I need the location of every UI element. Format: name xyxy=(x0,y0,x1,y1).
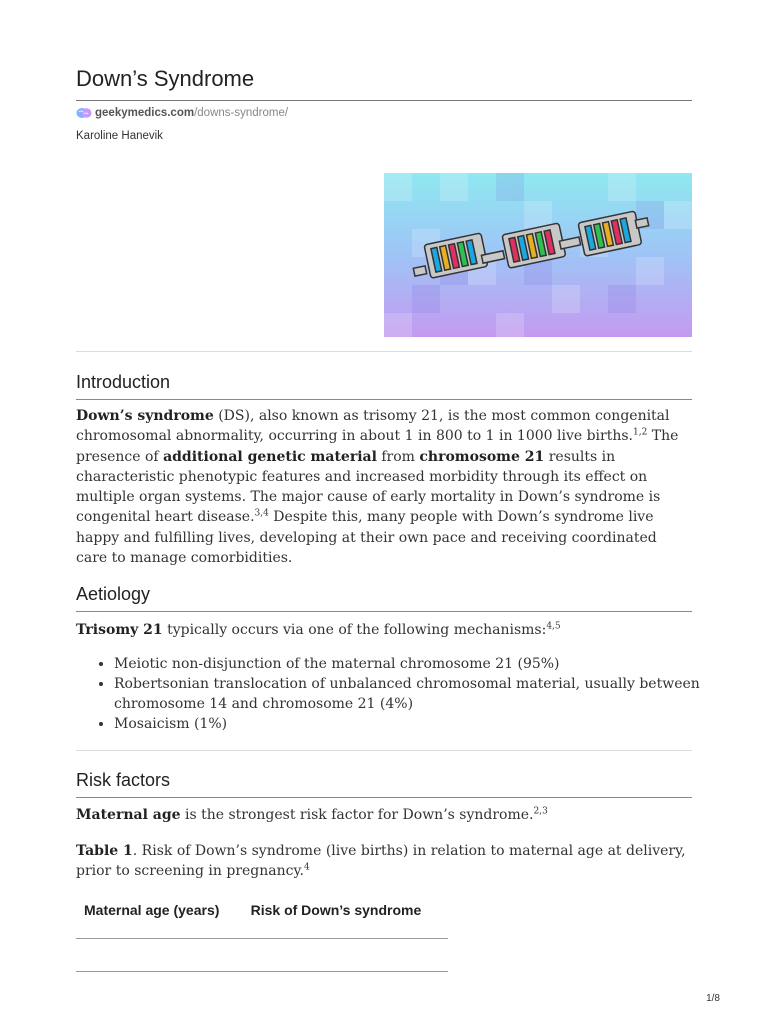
table-header-risk: Risk of Down’s syndrome xyxy=(243,896,448,939)
list-item: • Mosaicism (1%) xyxy=(114,714,714,734)
aetiology-paragraph: Trisomy 21 typically occurs via one of the following mechanisms:$^{4,5}$ xyxy=(76,621,561,638)
list-item: • Meiotic non-disjunction of the maternal chromosome 21 (95%) xyxy=(114,654,714,674)
risk-table xyxy=(76,896,448,972)
intro-paragraph: Down’s syndrome (DS), also known as trisomy 21, is the most common congenital chromosomal abnormality, occurring in about 1 in 800 to 1 in 1000 live births.$^{1,2}$ The presence of additional genetic material from chromosome 21 results in characteristic phenotypic features and increased morbidity through its effect on multiple organ systems. The major cause of early mortality in Down’s syndrome is congenital heart disease.$^{3,4}$ Despite this, many people with Down’s syndrome live happy and fulfilling lives, developing at their own pace and receiving coordinated care to manage comorbidities. xyxy=(76,408,679,567)
divider xyxy=(76,750,692,751)
author-name: Karoline Hanevik xyxy=(76,130,163,142)
source-link[interactable] xyxy=(76,107,288,119)
heading-introduction: Introduction xyxy=(76,372,692,400)
table-header-maternal-age: Maternal age (years) xyxy=(76,896,243,939)
list-item: • Robertsonian translocation of unbalanced chromosomal material, usually between chromosome 14 and chromosome 21 (4%) xyxy=(114,674,714,714)
table-caption: Table 1. Risk of Down’s syndrome (live births) in relation to maternal age at delivery, prior to screening in pregnancy.$^4$ xyxy=(76,843,686,880)
source-domain[interactable]: geekymedics.com xyxy=(95,107,195,119)
risk-paragraph: Maternal age is the strongest risk factor for Down’s syndrome.$^{2,3}$ xyxy=(76,806,548,823)
heading-risk-factors: Risk factors xyxy=(76,770,692,798)
page-title: Down’s Syndrome xyxy=(76,66,692,101)
page-number: 1/8 xyxy=(706,993,720,1004)
source-path[interactable]: /downs-syndrome/ xyxy=(194,107,289,119)
table-row xyxy=(76,939,448,972)
heading-aetiology: Aetiology xyxy=(76,584,692,612)
divider xyxy=(76,351,692,352)
hero-image xyxy=(384,173,692,337)
mechanism-list xyxy=(76,654,714,734)
brain-icon xyxy=(76,107,92,119)
